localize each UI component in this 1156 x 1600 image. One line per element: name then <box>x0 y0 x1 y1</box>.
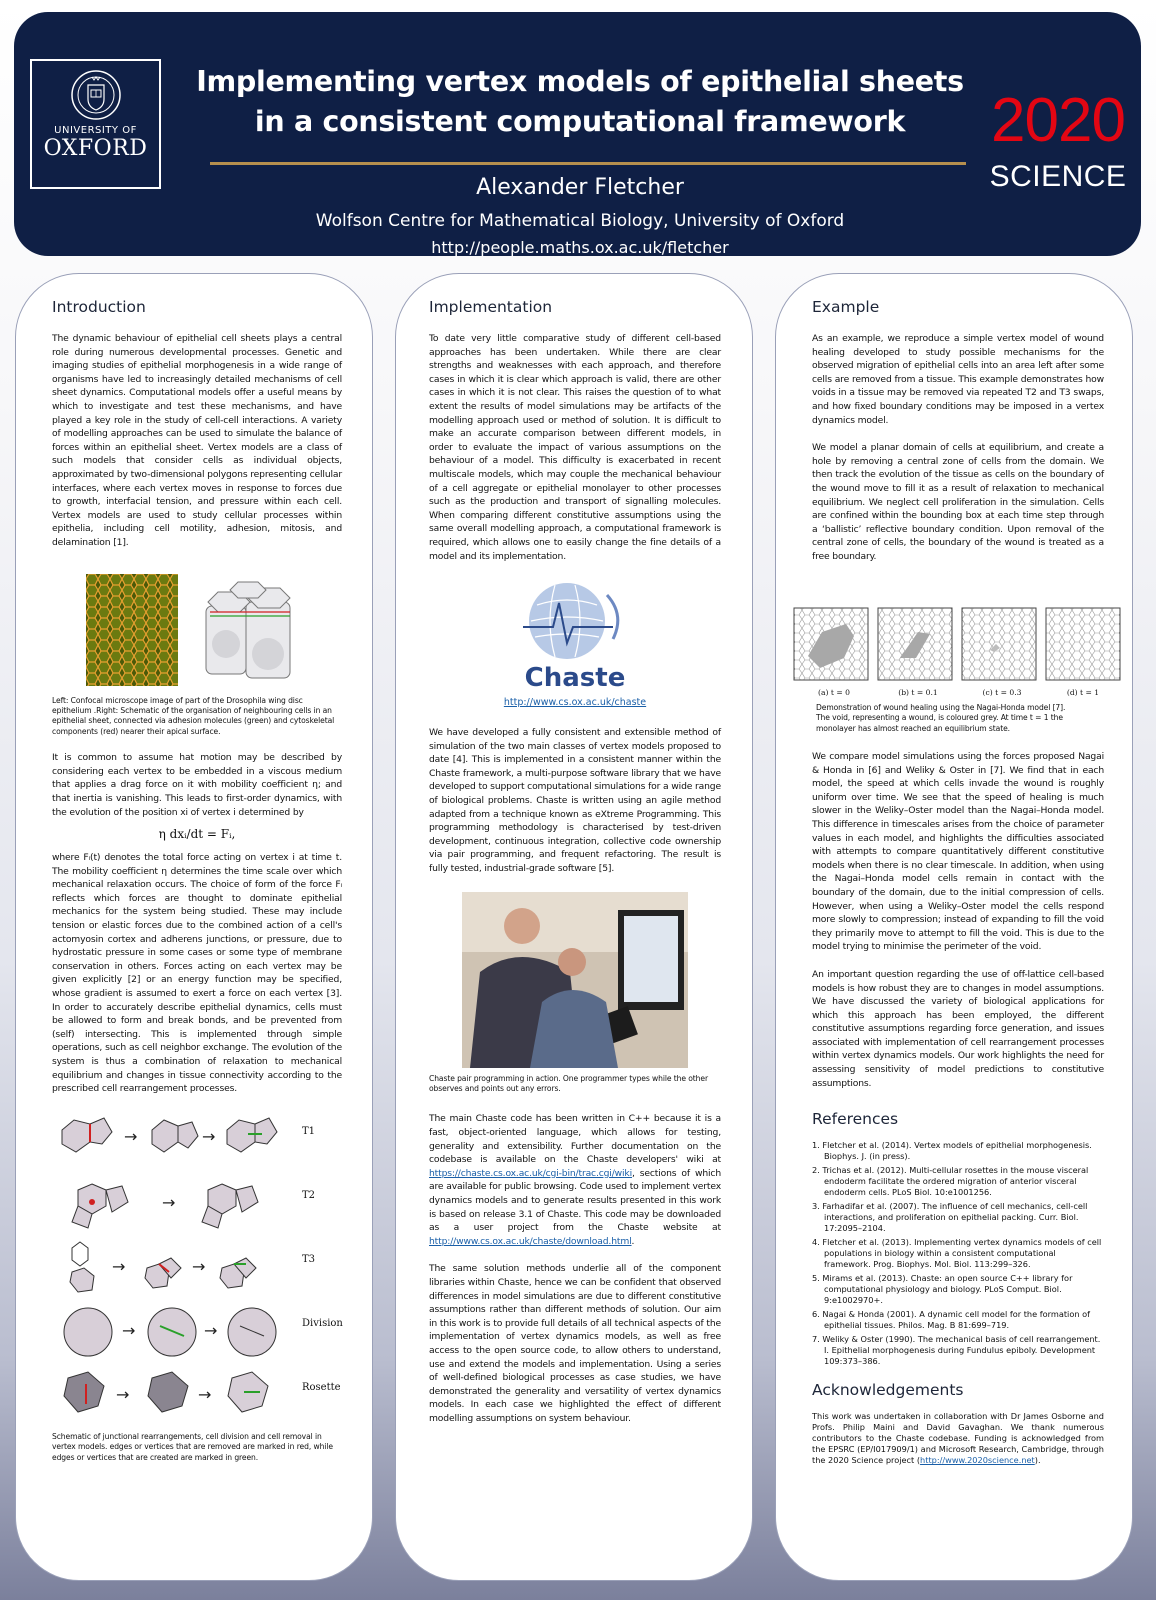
svg-text:→: → <box>162 1192 176 1212</box>
implementation-para-2: We have developed a fully consistent and extensible method of simulation of the two main classes of vertex models proposed to date [4]. This is implemented in a consistent manner within the Chaste framework, a multi-purpose software library that we have developed to support computational simulations for a wide range of biological problems. Chaste is written using an agile method adapted from a technique known as eXtreme Programming. This programming methodology is characterised by test-driven development, continuous integration, collective code ownership via pair programming, and frequent refactoring. The result is fully tested, industrial-grade software [5]. <box>429 727 721 875</box>
chaste-wordmark: Chaste <box>524 663 626 694</box>
acknowledgements-heading: Acknowledgements <box>812 1381 964 1400</box>
oxford-logo <box>30 59 161 189</box>
reference-item: 6. Nagai & Honda (2001). A dynamic cell model for the formation of epithelial tissues. Philos. Mag. B 81:699–719. <box>812 1309 1091 1331</box>
implementation-panel <box>395 273 753 1581</box>
example-para-3: We compare model simulations using the forces proposed Nagai & Honda in [6] and Weliky & Oster in [7]. We find that in each model, the speed at which cells invade the wound is roughly uniform over time. We see that the speed of healing is much slower in the Weliky–Oster model than the Nagai–Honda model. This difference in timescales arises from the choice of parameter values in each model, and highlights the difficulties associated with attempts to compare quantitatively different constitutive models when there is no clear timescale. In addition, when using the Nagai–Honda model cells remain in contact with the boundary of the domain, due to the initial compression of cells. However, when using a Weliky–Oster model the cells respond more slowly to compression; instead of expanding to fill the void they primarily move to attempt to fill the void. This is due to the model trying to minimise the perimeter of the void. <box>812 751 1104 953</box>
chaste-logo <box>429 575 721 708</box>
download-link[interactable]: http://www.cs.ox.ac.uk/chaste/download.html <box>429 1235 632 1247</box>
reference-item: 4. Fletcher et al. (2013). Implementing vertex dynamics models of cell populations in biology within a consistent computational framework. Prog. Biophys. Mol. Biol. 113:299–326. <box>812 1237 1102 1270</box>
snapshot-d-label: (d) t = 1 <box>1066 688 1100 697</box>
rearr-row-division <box>52 1302 342 1366</box>
reference-item: 5. Mirams et al. (2013). Chaste: an open source C++ library for computational physiology and biology. PLoS Comput. Biol. 9:e1002970+. <box>812 1273 1073 1306</box>
svg-text:→: → <box>202 1126 216 1146</box>
introduction-para-3: where Fᵢ(t) denotes the total force acting on vertex i at time t. The mobility coefficient η determines the time scale over which mechanical relaxation occurs. The choice of form of the force Fᵢ reflects which forces are thought to dominate epithelial mechanics for the system being studied. These may include tension or elastic forces due to the combined action of a cell's actomyosin cortex and adherens junctions, or pressure, due to hydrostatic pressure in some cases or some type of membrane conservation in others. Forces acting on each vertex may be given explicitly [2] or an energy function may be specified, whose gradient is assumed to exert a force on each vertex [3]. In order to accurately describe epithelial dynamics, cells must be allowed to form and break bonds, and be prevented from (self) intersecting. This is implemented through simple operations, such as cell neighbor exchange. The evolution of the system is thus a combination of relaxation to mechanical equilibrium and changes in tissue connectivity according to the prescribed cell rearrangement processes. <box>52 852 342 1095</box>
label-rosette: Rosette <box>302 1381 341 1393</box>
introduction-heading: Introduction <box>52 298 146 316</box>
snapshot-a-label: (a) t = 0 <box>818 688 850 697</box>
rosette-icon <box>52 1366 292 1426</box>
rearrangements-figure <box>52 1110 342 1430</box>
references-heading: References <box>812 1110 899 1129</box>
photo-caption: Chaste pair programming in action. One programmer types while the other observes and points out any errors. <box>429 1073 708 1094</box>
wiki-link[interactable]: https://chaste.cs.ox.ac.uk/cgi-bin/trac.cgi/wiki <box>429 1167 632 1179</box>
epithelium-caption: Left: Confocal microscope image of part of the Drosophila wing disc epithelium .Right: Schematic of the organisation of neighbouring cells in an epithelial sheet, connected via adhesion molecules (green) and cytoskeletal components (red) nearer their apical surface. <box>52 695 335 736</box>
rearr-row-t1 <box>52 1110 342 1174</box>
implementation-heading: Implementation <box>429 298 553 316</box>
rearrangements-caption: Schematic of junctional rearrangements, cell division and cell removal in vertex models. edges or vertices that are removed are marked in red, while edges or vertices that are created are marked in green. <box>52 1431 333 1462</box>
logo-oxford-text: OXFORD <box>43 136 148 161</box>
division-icon <box>52 1302 292 1362</box>
svg-text:→: → <box>112 1256 126 1276</box>
svg-text:→: → <box>198 1384 212 1404</box>
poster-title <box>190 62 970 142</box>
author-name: Alexander Fletcher <box>476 175 684 200</box>
implementation-para-1: To date very little comparative study of different cell-based approaches has been undertaken. While there are clear strengths and weaknesses with each approach, and therefore cases in which it is clear which approach is valid, there are other cases in which it is not clear. This raises the question of to what extent the results of model simulations may be artifacts of the modelling approach used or method of solution. It is difficult to make an accurate comparison between different models, in order to evaluate the impact of various assumptions on the behaviour of a model. This difficulty is exacerbated in recent multiscale models, which may couple the mechanical behaviour of a cell aggregate or epithelial monolayer to other processes such as the production and transport of signalling molecules. When comparing different constitutive assumptions using the same overall modelling approach, a computational framework is required, which allows one to easily change the fine details of a model and its implementation. <box>429 333 721 562</box>
acknowledgements-text: This work was undertaken in collaboration with Dr James Osborne and Profs. Philip Maini and David Gavaghan. We thank numerous contributors to the Chaste codebase. Funding is acknowledged from the EPSRC (EP/I017909/1) and Microsoft Research, Cambridge, through the 2020 Science project (http://www.2020science.net). <box>812 1411 1104 1466</box>
label-t3: T3 <box>302 1253 316 1265</box>
example-heading: Example <box>812 298 880 316</box>
title-line-2: in a consistent computational framework <box>254 105 906 138</box>
reference-item: 1. Fletcher et al. (2014). Vertex models of epithelial morphogenesis. Biophys. J. (in press). <box>812 1140 1092 1162</box>
poster-header <box>14 12 1141 256</box>
logo-university-text: UNIVERSITY OF <box>54 125 137 136</box>
motion-equation: η dxᵢ/dt = Fᵢ, <box>158 827 236 842</box>
label-division: Division <box>302 1317 343 1329</box>
wound-snapshots-icon <box>792 606 1122 682</box>
example-para-4: An important question regarding the use of off-lattice cell-based models is how robust they are to changes in model assumptions. We have discussed the variety of biological applications for which this approach has been employed, the different constitutive assumptions regarding force generation, and issues associated with implementation of cell rearrangement processes within vertex dynamics models. Our work highlights the need for assessing sensitivity of model predictions to constitutive assumptions. <box>812 968 1104 1089</box>
svg-text:→: → <box>192 1256 206 1276</box>
t2-transition-icon <box>52 1174 292 1234</box>
snapshot-b-label: (b) t = 0.1 <box>898 688 938 697</box>
epithelium-figure <box>52 566 342 696</box>
svg-text:→: → <box>122 1320 136 1340</box>
implementation-para-4: The same solution methods underlie all of the component libraries within Chaste, hence we can be confident that observed differences in model simulations are due to different constitutive assumptions rather than different methods of solution. Our aim in this work is to provide full details of all technical aspects of the implementation of vertex dynamics models, as well as free access to the open source code, to allow others to understand, use and extend the models and implementation. Using a series of well-defined biological processes as case studies, we have demonstrated the generality and versatility of vertex dynamics models. In each case we highlighted the effect of different modelling assumptions on system behaviour. <box>429 1263 721 1424</box>
introduction-para-1: The dynamic behaviour of epithelial cell sheets plays a central role during numerous developmental processes. Genetic and imaging studies of epithelial morphogenesis in a wide range of organisms have led to increasingly detailed mechanisms of cell sheet dynamics. Computational models offer a useful means by which to investigate and test these mechanisms, and have played a key role in the study of cell-cell interactions. A variety of modelling approaches can be used to simulate the balance of forces within an epithelial sheet. Vertex models are a class of such models that consider cells as individual objects, approximated by two-dimensional polygons representing cellular interfaces, where each vertex moves in response to forces due to growth, interfacial tension, and pressure within each cell. Vertex models are used to study cellular processes within epithelia, including cell motility, adhesion, mitosis, and delamination [1]. <box>52 333 342 548</box>
affiliation: Wolfson Centre for Mathematical Biology, University of Oxford <box>315 211 845 231</box>
reference-item: 2. Trichas et al. (2012). Multi-cellular rosettes in the mouse visceral endoderm facilitate the ordered migration of anterior visceral endoderm cells. PLoS Biol. 10:e1001256. <box>812 1165 1089 1198</box>
wound-healing-figure <box>792 606 1122 734</box>
author-url[interactable]: http://people.maths.ox.ac.uk/fletcher <box>431 238 729 257</box>
t3-transition-icon <box>52 1238 292 1298</box>
example-para-1: As an example, we reproduce a simple vertex model of wound healing developed to study possible mechanisms for the observed migration of epithelial cells into an area left after some cells are removed from a tissue. This example demonstrates how voids in a tissue may be removed via repeated T2 and T3 swaps, and how fixed boundary conditions may be imposed in a vertex dynamics model. <box>812 333 1104 426</box>
reference-item: 3. Farhadifar et al. (2007). The influence of cell mechanics, cell-cell interactions, and proliferation on epithelial packing. Curr. Biol. 17:2095–2104. <box>812 1201 1088 1234</box>
implementation-para-3: The main Chaste code has been written in C++ because it is a fast, object-oriented language, which allows for testing, generality and extensibility. Further documentation on the codebase is available on the Chaste developers' wiki at https://chaste.cs.ox.ac.uk/cgi-bin/trac.cgi/wiki, sections of which are available for public browsing. Code used to implement vertex dynamics models and to generate results presented in this work is based on release 3.1 of Chaste. This code may be downloaded as a user project from the Chaste website at http://www.cs.ox.ac.uk/chaste/download.html. <box>429 1113 721 1247</box>
svg-text:→: → <box>204 1320 218 1340</box>
chaste-sphere-icon <box>515 575 635 665</box>
example-panel <box>775 273 1133 1581</box>
rearr-row-rosette <box>52 1366 342 1430</box>
rearr-row-t2 <box>52 1174 342 1238</box>
reference-item: 7. Weliky & Oster (1990). The mechanical basis of cell rearrangement. I. Epithelial morphogenesis during Fundulus epiboly. Development 109:373–386. <box>812 1334 1101 1367</box>
references-list <box>812 1140 1104 1367</box>
microscope-image <box>86 574 178 686</box>
introduction-para-2: It is common to assume hat motion may be described by considering each vertex to be embedded in a viscous medium that applies a drag force on it with mobility coefficient η; and that inertia is vanishing. This leads to first-order dynamics, with the evolution of the position xi of vertex i determined by <box>52 752 342 818</box>
example-para-2: We model a planar domain of cells at equilibrium, and create a hole by removing a central zone of cells from the domain. We then track the evolution of the tissue as cells on the boundary of the wound move to fill it as a result of relaxation to mechanical equilibrium. We neglect cell proliferation in the simulation. Cells are confined within the bounding box at each time step through a ‘ballistic’ reflective boundary condition. Upon removal of the central zone of cells, the boundary of the wound is treated as a free boundary. <box>812 442 1104 562</box>
snapshot-c-label: (c) t = 0.3 <box>982 688 1022 697</box>
t1-transition-icon <box>52 1110 292 1170</box>
cell-sheet-schematic-icon <box>200 576 300 686</box>
badge-word: SCIENCE <box>989 160 1127 193</box>
2020science-link[interactable]: http://www.2020science.net <box>920 1455 1035 1466</box>
wound-caption: Demonstration of wound healing using the Nagai-Honda model [7]. The void, representing a wound, is coloured grey. At time t = 1 the monolayer has almost reached an equilibrium state. <box>816 703 1066 733</box>
title-divider <box>210 162 966 165</box>
svg-text:→: → <box>116 1384 130 1404</box>
rearr-row-t3 <box>52 1238 342 1302</box>
title-line-1: Implementing vertex models of epithelial sheets <box>196 65 964 98</box>
introduction-panel <box>15 273 373 1581</box>
svg-text:→: → <box>124 1126 138 1146</box>
label-t1: T1 <box>302 1125 316 1137</box>
label-t2: T2 <box>302 1189 316 1201</box>
oxford-crest-icon <box>70 69 122 121</box>
chaste-url-link[interactable]: http://www.cs.ox.ac.uk/chaste <box>503 697 647 709</box>
badge-year: 2020 <box>991 86 1125 155</box>
pair-programming-photo <box>462 892 688 1068</box>
